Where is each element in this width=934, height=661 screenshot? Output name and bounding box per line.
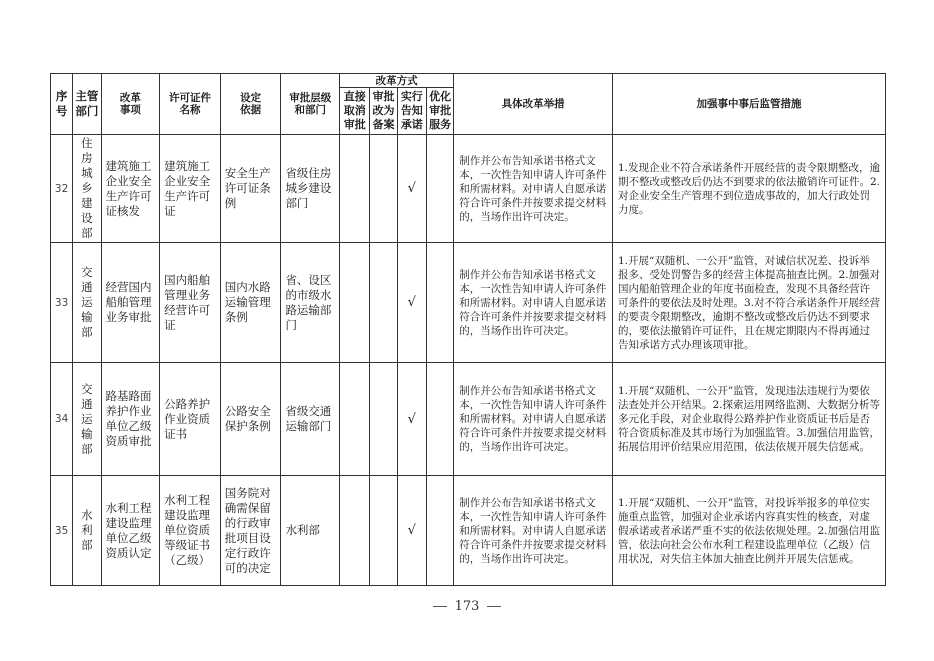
row-license: 建筑施工企业安全生产许可证 (160, 135, 221, 243)
row-seq: 35 (51, 476, 73, 586)
row-m4 (426, 363, 453, 476)
dash-left (433, 606, 447, 607)
row-level: 省级交通运输部门 (281, 363, 340, 476)
row-basis: 安全生产许可证条例 (220, 135, 281, 243)
reform-table (50, 73, 886, 586)
table-row (51, 476, 886, 586)
row-level: 省级住房城乡建设部门 (281, 135, 340, 243)
row-license: 国内船舶管理业务经营许可证 (160, 243, 221, 363)
row-m1 (340, 135, 370, 243)
row-basis: 公路安全保护条例 (220, 363, 281, 476)
row-measures: 制作并公布告知承诺书格式文本，一次性告知申请人许可条件和所需材料。对申请人自愿承诺符合许可条件并按要求提交材料的，当场作出许可决定。 (454, 363, 613, 476)
table-row (51, 135, 886, 243)
table-row (51, 363, 886, 476)
header-method-cancel: 直接取消审批 (340, 88, 370, 135)
header-item: 改革事项 (101, 74, 160, 135)
row-supervision: 1.发现企业不符合承诺条件开展经营的责令限期整改，逾期不整改或整改后仍达不到要求的依法撤销许可证件。2.对企业安全生产管理不到位造成事故的，加大行政处罚力度。 (612, 135, 885, 243)
row-m2 (370, 476, 397, 586)
row-level: 水利部 (281, 476, 340, 586)
row-measures: 制作并公布告知承诺书格式文本，一次性告知申请人许可条件和所需材料。对申请人自愿承诺符合许可条件并按要求提交材料的，当场作出许可决定。 (454, 243, 613, 363)
header-method-filing: 审批改为备案 (370, 88, 397, 135)
row-license: 水利工程建设监理单位资质等级证书（乙级） (160, 476, 221, 586)
header-measures: 具体改革举措 (454, 74, 613, 135)
header-method-commitment: 实行告知承诺 (397, 88, 426, 135)
header-supervision: 加强事中事后监管措施 (612, 74, 885, 135)
header-basis: 设定依据 (220, 74, 281, 135)
row-supervision: 1.开展“双随机、一公开”监管，对投诉举报多的单位实施重点监管，加强对企业承诺内容真实性的核查，对虚假承诺或者承诺严重不实的依法依规处理。2.加强信用监管，依法向社会公布水利工程建设监理单位（乙级）信用状况，对失信主体加大抽查比例并开展失信惩戒。 (612, 476, 885, 586)
header-dept: 主管部门 (73, 74, 101, 135)
row-license: 公路养护作业资质证书 (160, 363, 221, 476)
row-supervision: 1.开展“双随机、一公开”监管，对诚信状况差、投诉举报多、受处罚警告多的经营主体提高抽查比例。2.加强对国内船舶管理企业的年度书面检查，发现不具备经营许可条件的要依法及时处理。3.对不符合承诺条件开展经营的要责令限期整改，逾期不整改或整改后仍达不到要求的，要依法撤销许可证件，且在规定期限内不得再通过告知承诺方式办理该项审批。 (612, 243, 885, 363)
row-measures: 制作并公布告知承诺书格式文本，一次性告知申请人许可条件和所需材料。对申请人自愿承诺符合许可条件并按要求提交材料的，当场作出许可决定。 (454, 476, 613, 586)
page-number: 173 (0, 599, 934, 614)
row-item: 建筑施工企业安全生产许可证核发 (101, 135, 160, 243)
row-seq: 32 (51, 135, 73, 243)
header-method: 改革方式 (340, 74, 454, 88)
row-measures: 制作并公布告知承诺书格式文本，一次性告知申请人许可条件和所需材料。对申请人自愿承诺符合许可条件并按要求提交材料的，当场作出许可决定。 (454, 135, 613, 243)
row-dept: 住房城乡建设部 (73, 135, 101, 243)
row-dept: 交通运输部 (73, 243, 101, 363)
row-item: 路基路面养护作业单位乙级资质审批 (101, 363, 160, 476)
header-method-optimize: 优化审批服务 (426, 88, 453, 135)
row-level: 省、设区的市级水路运输部门 (281, 243, 340, 363)
row-dept: 交通运输部 (73, 363, 101, 476)
table-row (51, 243, 886, 363)
row-basis: 国务院对确需保留的行政审批项目设定行政许可的决定 (220, 476, 281, 586)
header-seq: 序号 (51, 74, 73, 135)
row-item: 经营国内船舶管理业务审批 (101, 243, 160, 363)
row-basis: 国内水路运输管理条例 (220, 243, 281, 363)
row-m1 (340, 243, 370, 363)
row-supervision: 1.开展“双随机、一公开”监管，发现违法违规行为要依法查处并公开结果。2.探索运用网络监测、大数据分析等多元化手段，对企业取得公路养护作业资质证书后是否符合资质标准及其市场行为加强监管。3.加强信用监管，拓展信用评价结果应用范围，依法依规开展失信惩戒。 (612, 363, 885, 476)
row-m3: √ (397, 476, 426, 586)
row-dept: 水利部 (73, 476, 101, 586)
row-m4 (426, 243, 453, 363)
row-m1 (340, 476, 370, 586)
row-m1 (340, 363, 370, 476)
row-m2 (370, 135, 397, 243)
header-license: 许可证件名称 (160, 74, 221, 135)
row-m2 (370, 243, 397, 363)
row-seq: 33 (51, 243, 73, 363)
row-seq: 34 (51, 363, 73, 476)
dash-right (487, 606, 501, 607)
header-level: 审批层级和部门 (281, 74, 340, 135)
row-m3: √ (397, 243, 426, 363)
row-item: 水利工程建设监理单位乙级资质认定 (101, 476, 160, 586)
row-m2 (370, 363, 397, 476)
row-m3: √ (397, 363, 426, 476)
row-m3: √ (397, 135, 426, 243)
row-m4 (426, 135, 453, 243)
row-m4 (426, 476, 453, 586)
